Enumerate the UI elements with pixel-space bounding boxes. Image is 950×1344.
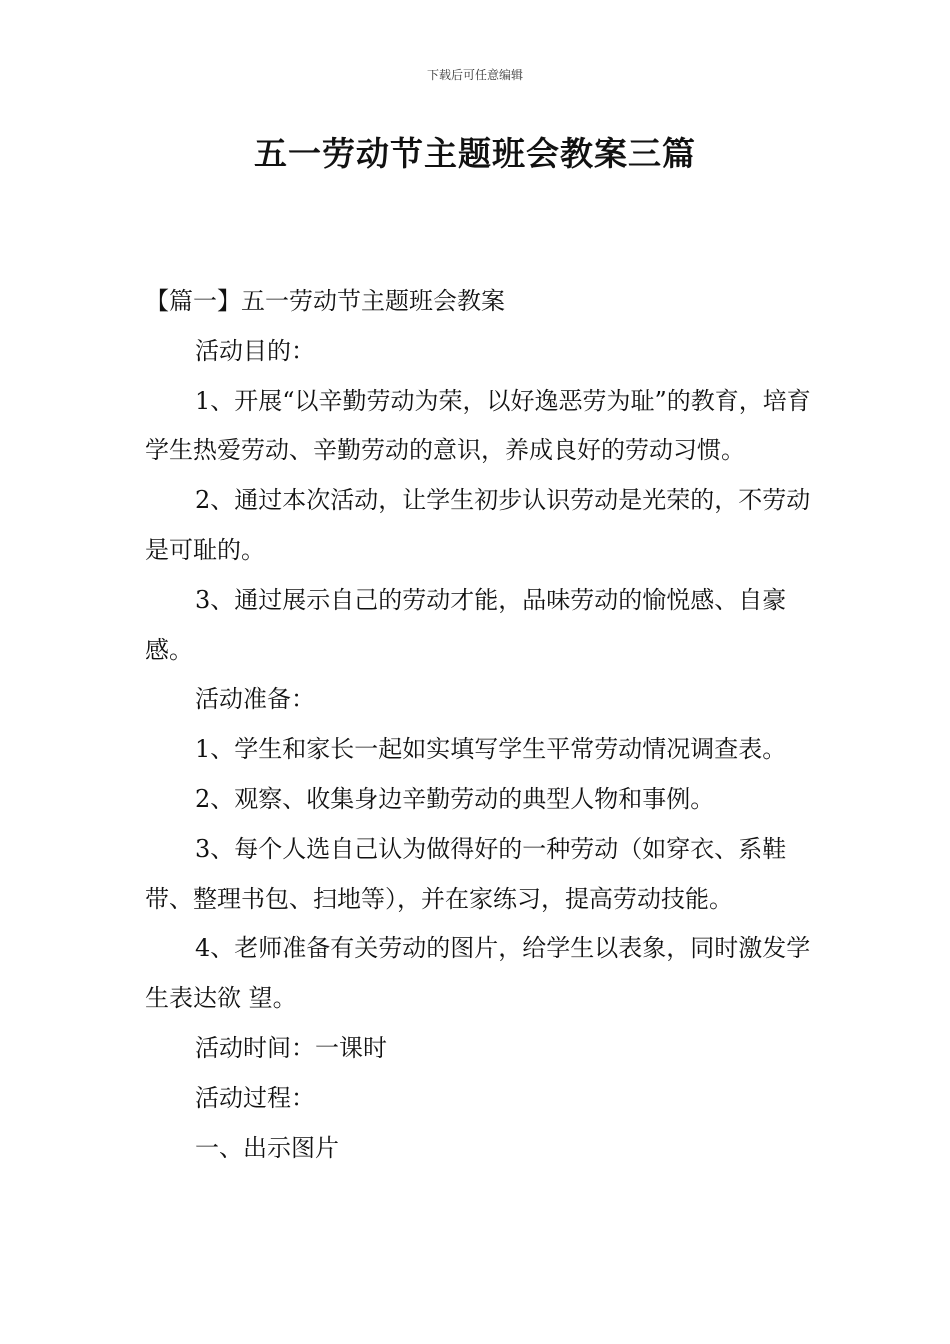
paragraph-preparation-4: 4、老师准备有关劳动的图片，给学生以表象，同时激发学生表达欲 望。 — [145, 934, 811, 1013]
header-note: 下载后可任意编辑 — [426, 68, 523, 82]
section-heading: 【篇一】五一劳动节主题班会教案 — [145, 287, 505, 315]
paragraph-purpose-3: 3、通过展示自己的劳动才能，品味劳动的愉悦感、自豪感。 — [145, 585, 787, 664]
paragraph-step-1: 一、出示图片 — [195, 1133, 339, 1162]
paragraph-purpose-1: 1、开展“以辛勤劳动为荣，以好逸恶劳为耻”的教育，培育学生热爱劳动、辛勤劳动的意识，养成良好的劳动习惯。 — [145, 386, 811, 465]
paragraph-purpose-2: 2、通过本次活动，让学生初步认识劳动是光荣的，不劳动是可耻的。 — [145, 486, 811, 564]
document-body — [145, 277, 815, 1173]
paragraph-activity-time: 活动时间：一课时 — [195, 1033, 387, 1062]
paragraph-preparation-3: 3、每个人选自己认为做得好的一种劳动（如穿衣、系鞋带、整理书包、扫地等），并在家练习，提高劳动技能。 — [145, 834, 787, 913]
paragraph-activity-preparation: 活动准备： — [195, 685, 315, 714]
paragraph-activity-process: 活动过程： — [195, 1083, 315, 1112]
paragraph-preparation-2: 2、观察、收集身边辛勤劳动的典型人物和事例。 — [195, 784, 715, 813]
paragraph-preparation-1: 1、学生和家长一起如实填写学生平常劳动情况调查表。 — [195, 735, 787, 764]
paragraph-activity-purpose: 活动目的： — [195, 336, 315, 365]
document-title: 五一劳动节主题班会教案三篇 — [254, 134, 696, 173]
